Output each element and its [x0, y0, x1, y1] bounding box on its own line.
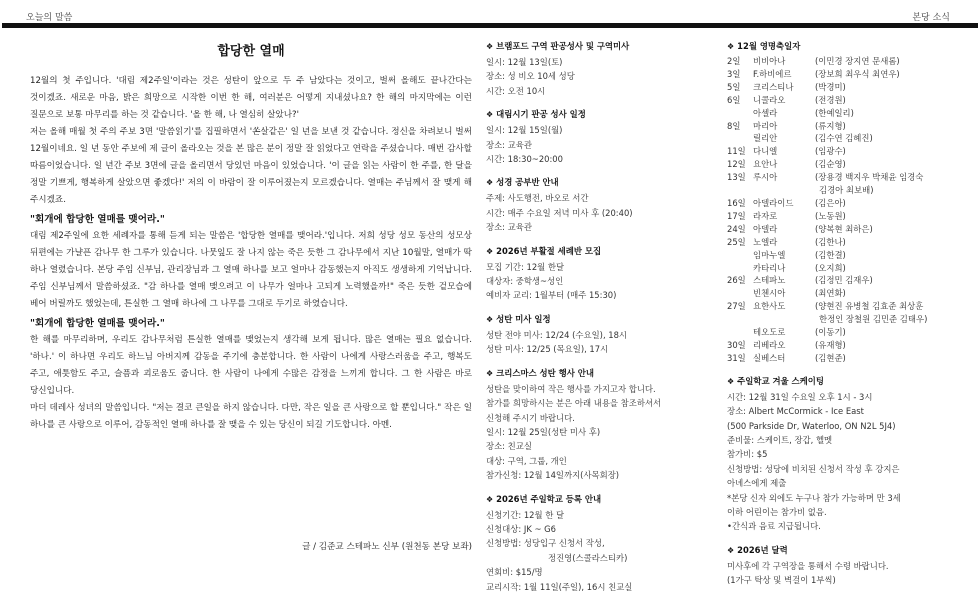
- parishioner-names: (한예일리): [815, 107, 854, 118]
- saint-name: 라자로: [753, 210, 778, 221]
- feast-date: [727, 287, 753, 300]
- feast-date: 6일: [727, 94, 741, 105]
- parishioner-names: (임광수): [815, 146, 846, 157]
- page-header: [0, 0, 980, 24]
- saint-name: 아델라: [753, 223, 778, 234]
- feast-date: 13일: [727, 172, 746, 183]
- saint-name: 스테파노: [753, 275, 786, 286]
- feast-day-row: [727, 313, 957, 326]
- feast-date: 24일: [727, 223, 746, 234]
- feast-date: [727, 249, 753, 262]
- saint-name: 요안나: [753, 159, 778, 170]
- feast-date: [727, 313, 753, 326]
- saint-name: 테오도로: [753, 327, 786, 338]
- sermon-column: [30, 40, 472, 552]
- parishioner-names: (장보희 최우식 최연우): [815, 68, 900, 79]
- parishioner-names: 김경아 최보배): [819, 185, 874, 196]
- parishioner-names: (박경미): [815, 81, 846, 92]
- feast-day-row: [727, 339, 957, 352]
- saint-name: 루시아: [753, 172, 778, 183]
- bullet-icon: ❖: [486, 314, 494, 324]
- saint-name: 리베라오: [753, 339, 786, 350]
- notice-line: 신청대상: JK ~ G6: [486, 523, 556, 534]
- header-right-label: 본당 소식: [912, 13, 950, 23]
- parishioner-names: (김한나): [815, 236, 846, 247]
- parishioner-names: (노동원): [815, 210, 846, 221]
- saint-name: 요한사도: [753, 301, 786, 312]
- feast-day-row: [727, 68, 957, 81]
- skating-section: [727, 373, 957, 534]
- notice-line: 미사후에 각 구역장을 통해서 수령 바랍니다.: [727, 560, 889, 571]
- saint-name: 다니엘: [753, 146, 778, 157]
- notice-line: (500 Parkside Dr, Waterloo, ON N2L 5J4): [727, 420, 896, 431]
- header-rule: [2, 23, 978, 28]
- saint-name: F.하비에르: [753, 68, 792, 79]
- parishioner-names: (장용경 백지우 박채윤 임경숙: [815, 172, 924, 183]
- notice-line: 일시: 12월 13일(토): [486, 57, 563, 67]
- feast-day-row: [727, 184, 957, 197]
- notices-column-right: [727, 38, 957, 596]
- notice-section: [486, 106, 712, 166]
- feast-day-section: [727, 38, 957, 365]
- sermon-title: 합당한 열매: [217, 44, 285, 59]
- saint-name: 마리아: [753, 120, 778, 131]
- section-heading: ❖ 2026년 달력: [727, 544, 788, 555]
- notice-line: 신청기간: 12월 한 달: [486, 509, 565, 520]
- notice-line: 대상자: 중학생~성인: [486, 276, 564, 287]
- notice-line: 장소: 성 비오 10세 성당: [486, 71, 575, 82]
- notice-line: 아녜스에게 제출: [727, 478, 787, 489]
- section-heading: ❖ 12월 영명축일자: [727, 41, 801, 51]
- parishioner-names: (전경원): [815, 94, 846, 105]
- feast-day-row: [727, 55, 957, 68]
- feast-day-row: [727, 171, 957, 184]
- notice-line: 시간: 오전 10시: [486, 85, 546, 96]
- notice-line: 신청해 주시기 바랍니다.: [486, 412, 575, 423]
- bullet-icon: ❖: [486, 178, 494, 188]
- bullet-icon: ❖: [727, 376, 735, 386]
- notice-line: 참가를 희망하시는 분은 아래 내용을 참조하셔서: [486, 398, 662, 409]
- saint-name: 카타리나: [753, 262, 786, 273]
- parishioner-names: (김한결): [815, 249, 846, 260]
- saint-name: 빈첸시아: [753, 288, 786, 299]
- saint-name: 릴리안: [753, 133, 778, 144]
- notice-section: [486, 38, 712, 98]
- feast-day-row: [727, 236, 957, 249]
- saint-name: 아셀라: [753, 107, 778, 118]
- feast-date: 8일: [727, 120, 741, 131]
- feast-day-row: [727, 158, 957, 171]
- notice-line: 정진영(스콜라스티카): [548, 552, 628, 563]
- calendar-details: [727, 559, 957, 588]
- notice-line: *본당 신자 외에도 누구나 참가 가능하며 만 3세: [727, 492, 901, 503]
- feast-date: [727, 184, 753, 197]
- bullet-icon: ❖: [727, 545, 735, 555]
- notice-line: 참가비: $5: [727, 449, 768, 460]
- section-heading: ❖ 성경 공부반 안내: [486, 177, 559, 188]
- feast-day-row: [727, 120, 957, 133]
- notice-line: 성탄을 맞이하여 작은 행사를 가지고자 합니다.: [486, 383, 656, 394]
- parishioner-names: (양복현 최하은): [815, 223, 873, 234]
- parishioner-names: (이민경 장지연 문새롬): [815, 56, 900, 66]
- sermon-paragraph: 대림 제2주일에 요한 세례자를 통해 듣게 되는 말씀은 '합당한 열매를 맺어라.'입니다. 저희 성당 성모 동산의 성모상 뒤편에는 가냘픈 감나무 한 그루가 있습니다. 나뭇잎도 잘 나지 않는 죽은 듯한 그 감나무에서 지난 10월말, 열매가 딱 하나 열렸습니다. 본당 주임 신부님, 관리장님과 그 열매 하나를 보고 얼마나 감동했는지 아직도 생생하게 기억납니다. 주임 신부님께서 말씀하셨죠. "감 하나를 열매 맺으려고 이 나무가 얼마나 고되게 노력했을까!" 죽은 듯한 겉모습에 베어 버릴까도 했었는데, 튼실한 그 열매 하나에 그 나무를 그대로 두기로 하였습니다.: [30, 231, 472, 309]
- feast-day-row: [727, 249, 957, 262]
- section-heading: ❖ 2026년 주일학교 등록 안내: [486, 493, 602, 504]
- section-heading: ❖ 크리스마스 성탄 행사 안내: [486, 367, 594, 378]
- bullet-icon: ❖: [727, 42, 735, 51]
- section-heading: ❖ 성탄 미사 일정: [486, 313, 551, 324]
- parishioner-names: (김현준): [815, 352, 846, 363]
- parishioner-names: (류지형): [815, 120, 846, 131]
- feast-day-row: [727, 326, 957, 339]
- feast-day-list: [727, 55, 957, 365]
- notice-line: 장소: 교육관: [486, 139, 532, 150]
- feast-date: 2일: [727, 56, 741, 66]
- header-left-label: 오늘의 말씀: [26, 13, 73, 23]
- notice-line: 교리시작: 1월 11일(주일), 16시 친교실: [486, 581, 633, 592]
- sermon-quote: "회개에 합당한 열매를 맺어라.": [30, 214, 165, 225]
- notice-line: 성탄 미사: 12/25 (목요일), 17시: [486, 344, 609, 355]
- notice-line: 시간: 18:30~20:00: [486, 154, 563, 165]
- parishioner-names: (오지희): [815, 262, 846, 273]
- feast-date: 26일: [727, 275, 746, 286]
- notice-line: 장소: 친교실: [486, 441, 532, 452]
- notice-line: 주제: 사도행전, 바오로 서간: [486, 193, 589, 204]
- saint-name: [753, 313, 819, 326]
- skating-details: [727, 390, 957, 534]
- notice-line: 신청방법: 성당입구 신청서 작성,: [486, 538, 605, 549]
- feast-date: 5일: [727, 81, 741, 92]
- feast-day-row: [727, 197, 957, 210]
- saint-name: 임마누엘: [753, 249, 786, 260]
- notice-line: 준비물: 스케이트, 장갑, 헬멧: [727, 434, 833, 445]
- section-heading: ❖ 주일학교 겨울 스케이팅: [727, 375, 824, 386]
- feast-date: 16일: [727, 197, 746, 208]
- saint-name: 비비아나: [753, 56, 786, 66]
- notice-line: 예비자 교리: 1월부터 (매주 15:30): [486, 290, 617, 301]
- notice-line: 일시: 12월 15일(월): [486, 125, 563, 136]
- notice-line: •간식과 음료 지급됩니다.: [727, 521, 821, 532]
- calendar-section: [727, 542, 957, 588]
- sermon-paragraph: 마더 데레사 성녀의 말씀입니다. "저는 결코 큰일을 하지 않습니다. 다만, 작은 일을 큰 사랑으로 할 뿐입니다." 작은 일 하나를 큰 사랑으로 이루어, 감동적인 열매 하나를 잘 맺을 수 있는 당신이 되길 기도합니다. 아멘.: [30, 403, 472, 430]
- notice-line: 연회비: $15/명: [486, 567, 543, 578]
- feast-date: [727, 132, 753, 145]
- feast-day-row: [727, 300, 957, 313]
- section-heading: ❖ 대림시기 판공 성사 일정: [486, 109, 586, 120]
- notice-line: 이하 어린이는 참가비 없음.: [727, 507, 827, 517]
- feast-day-row: [727, 274, 957, 287]
- notice-line: 시간: 매주 수요일 저녁 미사 후 (20:40): [486, 207, 633, 218]
- bullet-icon: ❖: [486, 110, 494, 120]
- saint-name: 아델라이드: [753, 197, 794, 208]
- sermon-quote: "회개에 합당한 열매를 맺어라.": [30, 318, 165, 329]
- saint-name: 실베스터: [753, 352, 786, 363]
- feast-day-row: [727, 210, 957, 223]
- feast-date: 31일: [727, 352, 746, 363]
- sermon-paragraph: 한 해를 마무리하며, 우리도 감나무처럼 튼실한 열매를 맺었는지 생각해 보게 됩니다. 많은 열매는 필요 없습니다. '하나.' 이 하나면 우리도 하느님 아버지께 감동을 주기에 충분합니다. 한 사람이 나에게 사랑스러움을 주고, 행복도 주고, 애틋함도 주고, 슬픔과 괴로움도 줍니다. 한 사람이 나에게 수많은 감정을 느끼게 합니다. 그 한 사람은 바로 당신입니다.: [30, 335, 472, 396]
- notice-line: 신청방법: 성당에 비치된 신청서 작성 후 강지은: [727, 463, 900, 474]
- feast-day-row: [727, 94, 957, 107]
- feast-date: 11일: [727, 146, 746, 157]
- parishioner-names: (유재형): [815, 339, 846, 350]
- notice-section: [486, 311, 712, 357]
- section-heading: ❖ 2026년 부활절 세례반 모집: [486, 245, 602, 256]
- section-heading: ❖ 브램포드 구역 판공성사 및 구역미사: [486, 41, 630, 51]
- feast-day-row: [727, 223, 957, 236]
- parishioner-names: (양현진 유병철 김효준 최상훈: [815, 301, 924, 312]
- sermon-signature: 글 / 김준교 스테파노 신부 (원천동 본당 보좌): [302, 542, 472, 552]
- parishioner-names: (이동기): [815, 327, 846, 338]
- feast-date: 25일: [727, 236, 746, 247]
- parishioner-names: (김수연 김혜진): [815, 133, 873, 144]
- notice-line: 참가신청: 12월 14일까지(사목회장): [486, 470, 620, 481]
- feast-date: 12일: [727, 159, 746, 170]
- notice-section: [486, 243, 712, 303]
- bullet-icon: ❖: [486, 368, 494, 378]
- feast-date: [727, 326, 753, 339]
- notices-column: [486, 38, 712, 602]
- notice-line: 성탄 전야 미사: 12/24 (수요일), 18시: [486, 329, 628, 340]
- bullet-icon: ❖: [486, 494, 494, 504]
- sermon-paragraph: 12월의 첫 주입니다. '대림 제2주일'이라는 것은 성탄이 앞으로 두 주 남았다는 것이고, 벌써 올해도 끝나간다는 것이겠죠. 새로운 마음, 밝은 희망으로 시작한 이번 한 해, 여러분은 어떻게 지내셨나요? 한 해의 마지막에는 이런 질문으로 보통 마무리를 하는 것 같습니다. '올 한 해, 나 열심히 살았나?': [30, 76, 472, 120]
- notice-section: [486, 174, 712, 234]
- sermon-paragraph: 저는 올해 매월 첫 주의 주보 3면 '말씀읽기'를 집필하면서 '쏜살같은' 일 년을 보낸 것 같습니다. 정신을 차려보니 벌써 12월이네요. 일 년 동안 주보에 제 글이 올라오는 것을 본 많은 분이 정말 잘 읽었다고 연락을 주셨습니다. 매번 감사할 따름이었습니다. 일 년간 주보 3면에 글을 올리면서 당있던 마음이 있었습니다. '이 글을 읽는 사람이 한 주를, 한 달을 정말 기쁘게, 행복하게 살았으면 좋겠다!' 저의 이 바람이 잘 이루어졌는지 모르겠습니다. 열매는 주님께서 잘 맺게 해 주시겠죠.: [30, 127, 472, 205]
- saint-name: 크리스티나: [753, 81, 794, 92]
- saint-name: [753, 184, 819, 197]
- feast-day-row: [727, 352, 957, 365]
- bullet-icon: ❖: [486, 246, 494, 256]
- feast-day-row: [727, 107, 957, 120]
- parishioner-names: (김은아): [815, 197, 846, 208]
- feast-day-row: [727, 132, 957, 145]
- feast-date: 30일: [727, 339, 746, 350]
- parishioner-names: (김순영): [815, 159, 846, 170]
- feast-date: 27일: [727, 301, 746, 312]
- notice-line: (1가구 탁상 및 벽걸이 1부씩): [727, 575, 836, 586]
- feast-day-row: [727, 262, 957, 275]
- feast-day-row: [727, 81, 957, 94]
- notice-line: 시간: 12월 31일 수요일 오후 1시 - 3시: [727, 391, 873, 402]
- notice-line: 장소: 교육관: [486, 222, 532, 233]
- saint-name: 니콜라오: [753, 94, 786, 105]
- parishioner-names: (최연화): [815, 288, 846, 299]
- notice-line: 일시: 12월 25일(성탄 미사 후): [486, 426, 601, 437]
- notice-section: [486, 491, 712, 594]
- saint-name: 노엘라: [753, 236, 778, 247]
- parishioner-names: (김정민 김재우): [815, 275, 873, 286]
- feast-date: 17일: [727, 210, 746, 221]
- parishioner-names: 한정인 장철원 김민준 김태우): [819, 314, 928, 325]
- bullet-icon: ❖: [486, 42, 494, 51]
- notice-line: 장소: Albert McCormick - Ice East: [727, 406, 864, 417]
- notice-line: 대상: 구역, 그룹, 개인: [486, 455, 567, 466]
- feast-day-row: [727, 287, 957, 300]
- feast-date: [727, 262, 753, 275]
- feast-date: 3일: [727, 68, 741, 79]
- notice-line: 모집 기간: 12월 한달: [486, 261, 565, 272]
- feast-day-row: [727, 145, 957, 158]
- feast-date: [727, 107, 753, 120]
- notice-section: [486, 365, 712, 483]
